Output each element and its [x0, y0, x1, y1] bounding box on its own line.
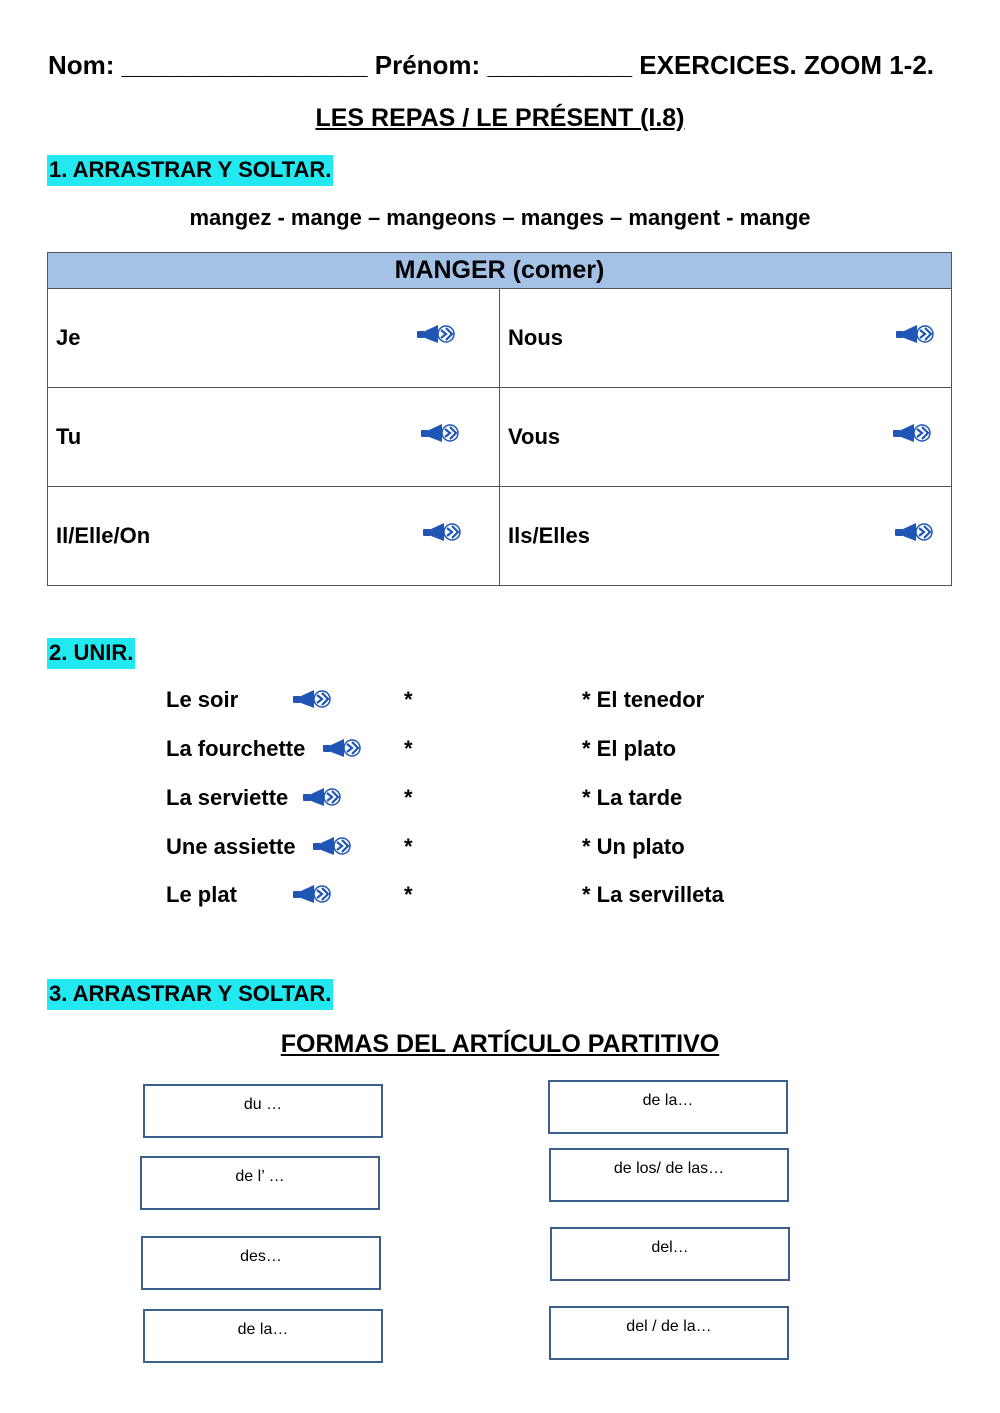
unir-right-item[interactable]: * El tenedor [582, 687, 705, 712]
nom-blank[interactable]: _________________ [121, 50, 368, 80]
drag-box-left[interactable]: des… [141, 1236, 381, 1290]
unir-left-item[interactable]: Le plat [166, 882, 237, 907]
page-title: LES REPAS / LE PRÉSENT (I.8) [315, 104, 685, 132]
drop-box-right[interactable]: de la… [548, 1080, 788, 1134]
drop-box-right[interactable]: del / de la… [549, 1306, 789, 1360]
speaker-audio-icon[interactable] [416, 323, 456, 345]
speaker-audio-icon[interactable] [302, 786, 342, 808]
unir-star[interactable]: * [404, 834, 413, 859]
conj-cell-vous[interactable] [500, 388, 952, 487]
drop-box-right[interactable]: del… [550, 1227, 790, 1281]
pronoun-label: Je [56, 325, 81, 350]
speaker-audio-icon[interactable] [292, 883, 332, 905]
unir-left-item[interactable]: La fourchette [166, 736, 306, 761]
unir-right-item[interactable]: * El plato [582, 736, 677, 761]
nom-label: Nom: [48, 50, 115, 80]
unir-right-item[interactable]: * La servilleta [582, 882, 724, 907]
section2-heading: 2. UNIR. [47, 638, 135, 669]
speaker-audio-icon[interactable] [894, 521, 934, 543]
conj-cell-tu[interactable] [48, 388, 500, 487]
speaker-audio-icon[interactable] [422, 521, 462, 543]
conj-cell-il-elle-on[interactable] [48, 487, 500, 586]
pronoun-label: Tu [56, 424, 82, 449]
prenom-label: Prénom: [374, 50, 481, 80]
conj-cell-je[interactable] [48, 289, 500, 388]
section1-heading: 1. ARRASTRAR Y SOLTAR. [47, 155, 333, 186]
speaker-audio-icon[interactable] [322, 737, 362, 759]
unir-star[interactable]: * [404, 736, 413, 761]
partitive-title: FORMAS DEL ARTÍCULO PARTITIVO [280, 1030, 720, 1058]
speaker-audio-icon[interactable] [420, 422, 460, 444]
header-line [48, 50, 934, 81]
prenom-blank[interactable]: __________ [487, 50, 633, 80]
unir-right-item[interactable]: * La tarde [582, 785, 683, 810]
drag-box-left[interactable]: de l’ … [140, 1156, 380, 1210]
speaker-audio-icon[interactable] [895, 323, 935, 345]
conj-cell-nous[interactable] [500, 289, 952, 388]
section3-heading: 3. ARRASTRAR Y SOLTAR. [47, 979, 333, 1010]
speaker-audio-icon[interactable] [312, 835, 352, 857]
unir-right-item[interactable]: * Un plato [582, 834, 685, 859]
table-title: MANGER (comer) [48, 253, 952, 289]
drag-box-left[interactable]: de la… [143, 1309, 383, 1363]
conjugation-table [47, 252, 952, 586]
unir-star[interactable]: * [404, 687, 413, 712]
speaker-audio-icon[interactable] [292, 688, 332, 710]
word-bank: mangez - mange – mangeons – manges – mangent - mange [189, 205, 811, 230]
pronoun-label: Ils/Elles [508, 523, 590, 548]
pronoun-label: Nous [508, 325, 563, 350]
pronoun-label: Vous [508, 424, 561, 449]
unir-left-item[interactable]: Le soir [166, 687, 239, 712]
unir-left-item[interactable]: La serviette [166, 785, 289, 810]
unir-star[interactable]: * [404, 882, 413, 907]
unir-left-item[interactable]: Une assiette [166, 834, 296, 859]
unir-star[interactable]: * [404, 785, 413, 810]
speaker-audio-icon[interactable] [892, 422, 932, 444]
exercise-title: EXERCICES. ZOOM 1-2. [639, 50, 935, 80]
pronoun-label: Il/Elle/On [56, 523, 151, 548]
drop-box-right[interactable]: de los/ de las… [549, 1148, 789, 1202]
conj-cell-ils-elles[interactable] [500, 487, 952, 586]
drag-box-left[interactable]: du … [143, 1084, 383, 1138]
